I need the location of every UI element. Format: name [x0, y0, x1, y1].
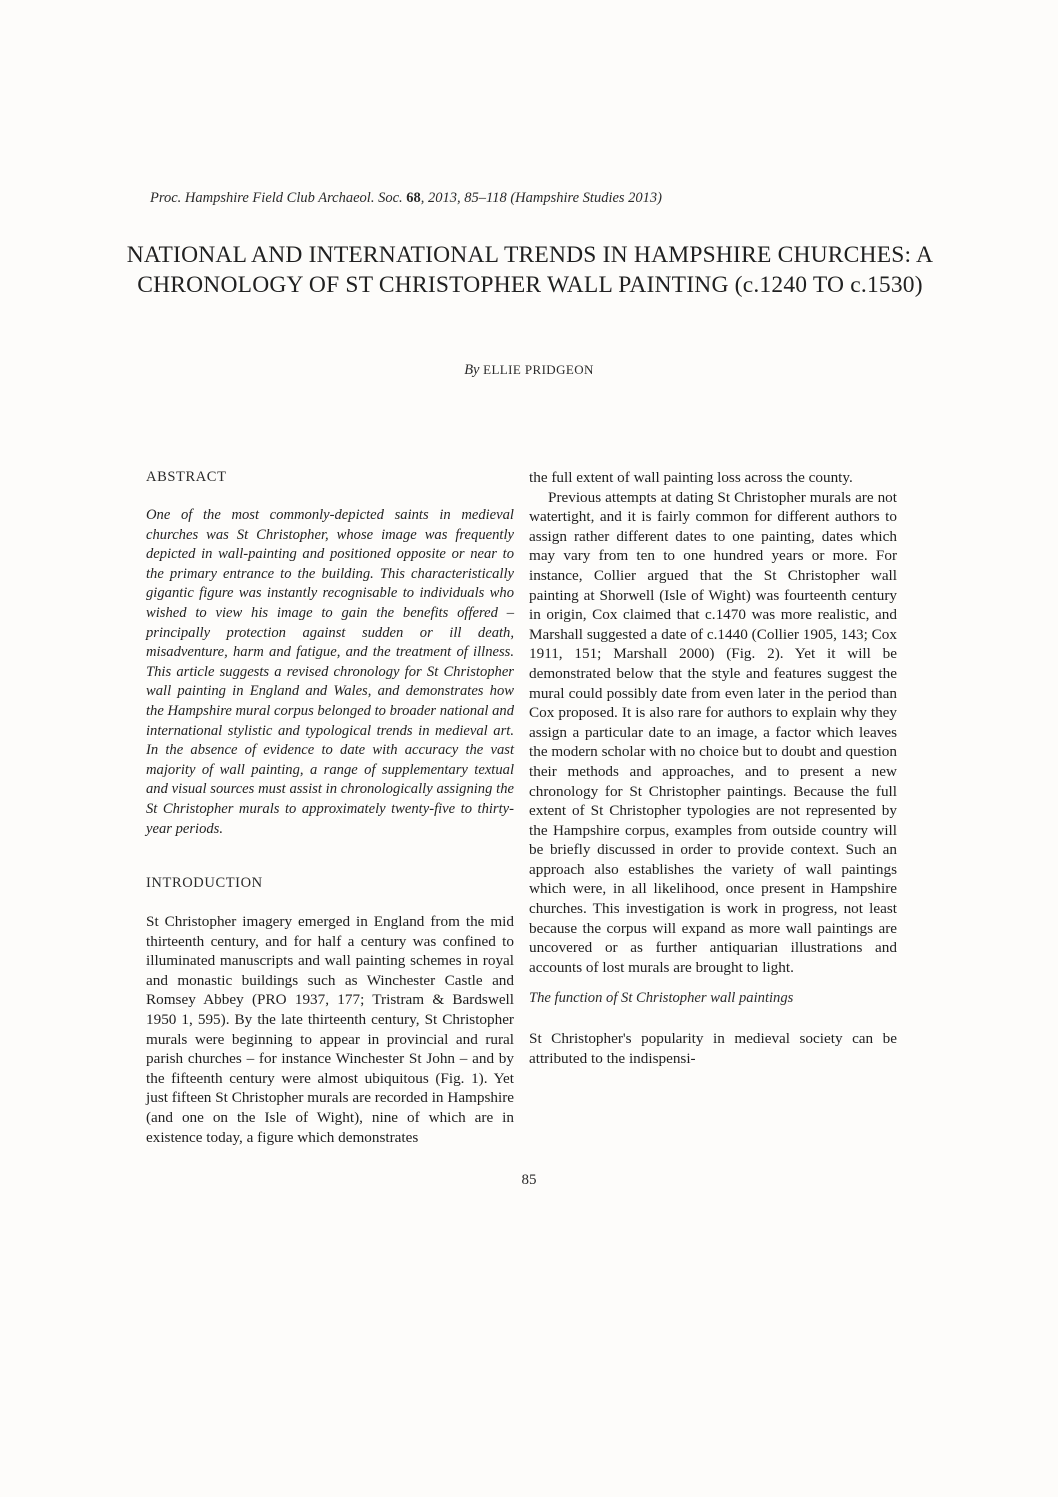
abstract-text: One of the most commonly-depicted saints in medieval churches was St Christopher, whose image was frequently depicted in wall-painting and positioned opposite or near to the primary entrance to the building. This characteristically gigantic figure was instantly recognisable to individuals who wished to view his image to gain the benefits offered – principally protection against sudden or ill death, misadventure, harm and fatigue, and the treatment of illness. This article suggests a revised chronology for St Christopher wall painting in England and Wales, and demonstrates how the Hampshire mural corpus belonged to broader national and international stylistic and typological trends in medieval art. In the absence of evidence to date with accuracy the vast majority of wall painting, a range of supplementary textual and visual sources must assist in chronologically assigning the St Christopher murals to approximately twenty-five to thirty-year periods. [146, 507, 514, 837]
left-column [146, 468, 514, 1147]
function-heading: The function of St Christopher wall paintings [529, 990, 794, 1007]
function-paragraph: St Christopher's popularity in medieval society can be attributed to the indispensi- [529, 1030, 897, 1068]
byline-prefix: By [464, 362, 480, 378]
page-number: 85 [521, 1172, 537, 1188]
byline [0, 362, 1058, 379]
right-column [529, 468, 897, 1069]
introduction-heading: INTRODUCTION [146, 875, 263, 892]
abstract-heading: ABSTRACT [146, 469, 227, 485]
journal-citation [150, 190, 910, 207]
introduction-paragraph-1-continued: the full extent of wall painting loss across the county. [529, 469, 853, 486]
citation-details: , 2013, 85–118 (Hampshire Studies 2013) [420, 190, 663, 206]
introduction-paragraph-1: St Christopher imagery emerged in England from the mid thirteenth century, and for half a century was confined to illuminated manuscripts and wall painting schemes in royal and monastic buildings such as Winchester Castle and Romsey Abbey (PRO 1937, 177; Tristram & Bardswell 1950 1, 595). By the late thirteenth century, St Christopher murals were beginning to appear in provincial and rural parish churches – for instance Winchester St John – and by the fifteenth century were almost ubiquitous (Fig. 1). Yet just fifteen St Christopher murals are recorded in Hampshire (and one on the Isle of Wight), nine of which are in existence today, a figure which demonstrates [146, 913, 514, 1146]
article-title: NATIONAL AND INTERNATIONAL TRENDS IN HAMPSHIRE CHURCHES: A CHRONOLOGY OF ST CHRISTOPHER WALL PAINTING (c.1240 TO c.1530) [126, 242, 934, 298]
citation-journal: Proc. Hampshire Field Club Archaeol. Soc. [150, 190, 403, 206]
author-name: ELLIE PRIDGEON [483, 362, 594, 377]
introduction-paragraph-2: Previous attempts at dating St Christopher murals are not watertight, and it is fairly common for different authors to assign rather different dates to one painting, dates which may vary from ten to one hundred years or more. For instance, Collier argued that the St Christopher wall painting at Shorwell (Isle of Wight) was fourteenth century in origin, Cox claimed that c.1470 was more realistic, and Marshall suggested a date of c.1440 (Collier 1905, 143; Cox 1911, 151; Marshall 2000) (Fig. 2). Yet it will be demonstrated below that the style and features suggest the mural could possibly date from even later in the period than Cox proposed. It is also rare for authors to explain why they assign a particular date to an image, a factor which leaves the modern scholar with no choice but to doubt and question their methods and approaches, and to present a new chronology for St Christopher paintings. Because the full extent of St Christopher typologies are not represented by the Hampshire corpus, examples from outside country will be briefly discussed in order to provide context. Such an approach also establishes the variety of wall paintings which were, in all likelihood, once present in Hampshire churches. This investigation is work in progress, not least because the corpus will expand as more wall paintings are uncovered or as further antiquarian illustrations and accounts of lost murals are brought to light. [529, 488, 897, 976]
citation-volume: 68 [406, 190, 421, 206]
